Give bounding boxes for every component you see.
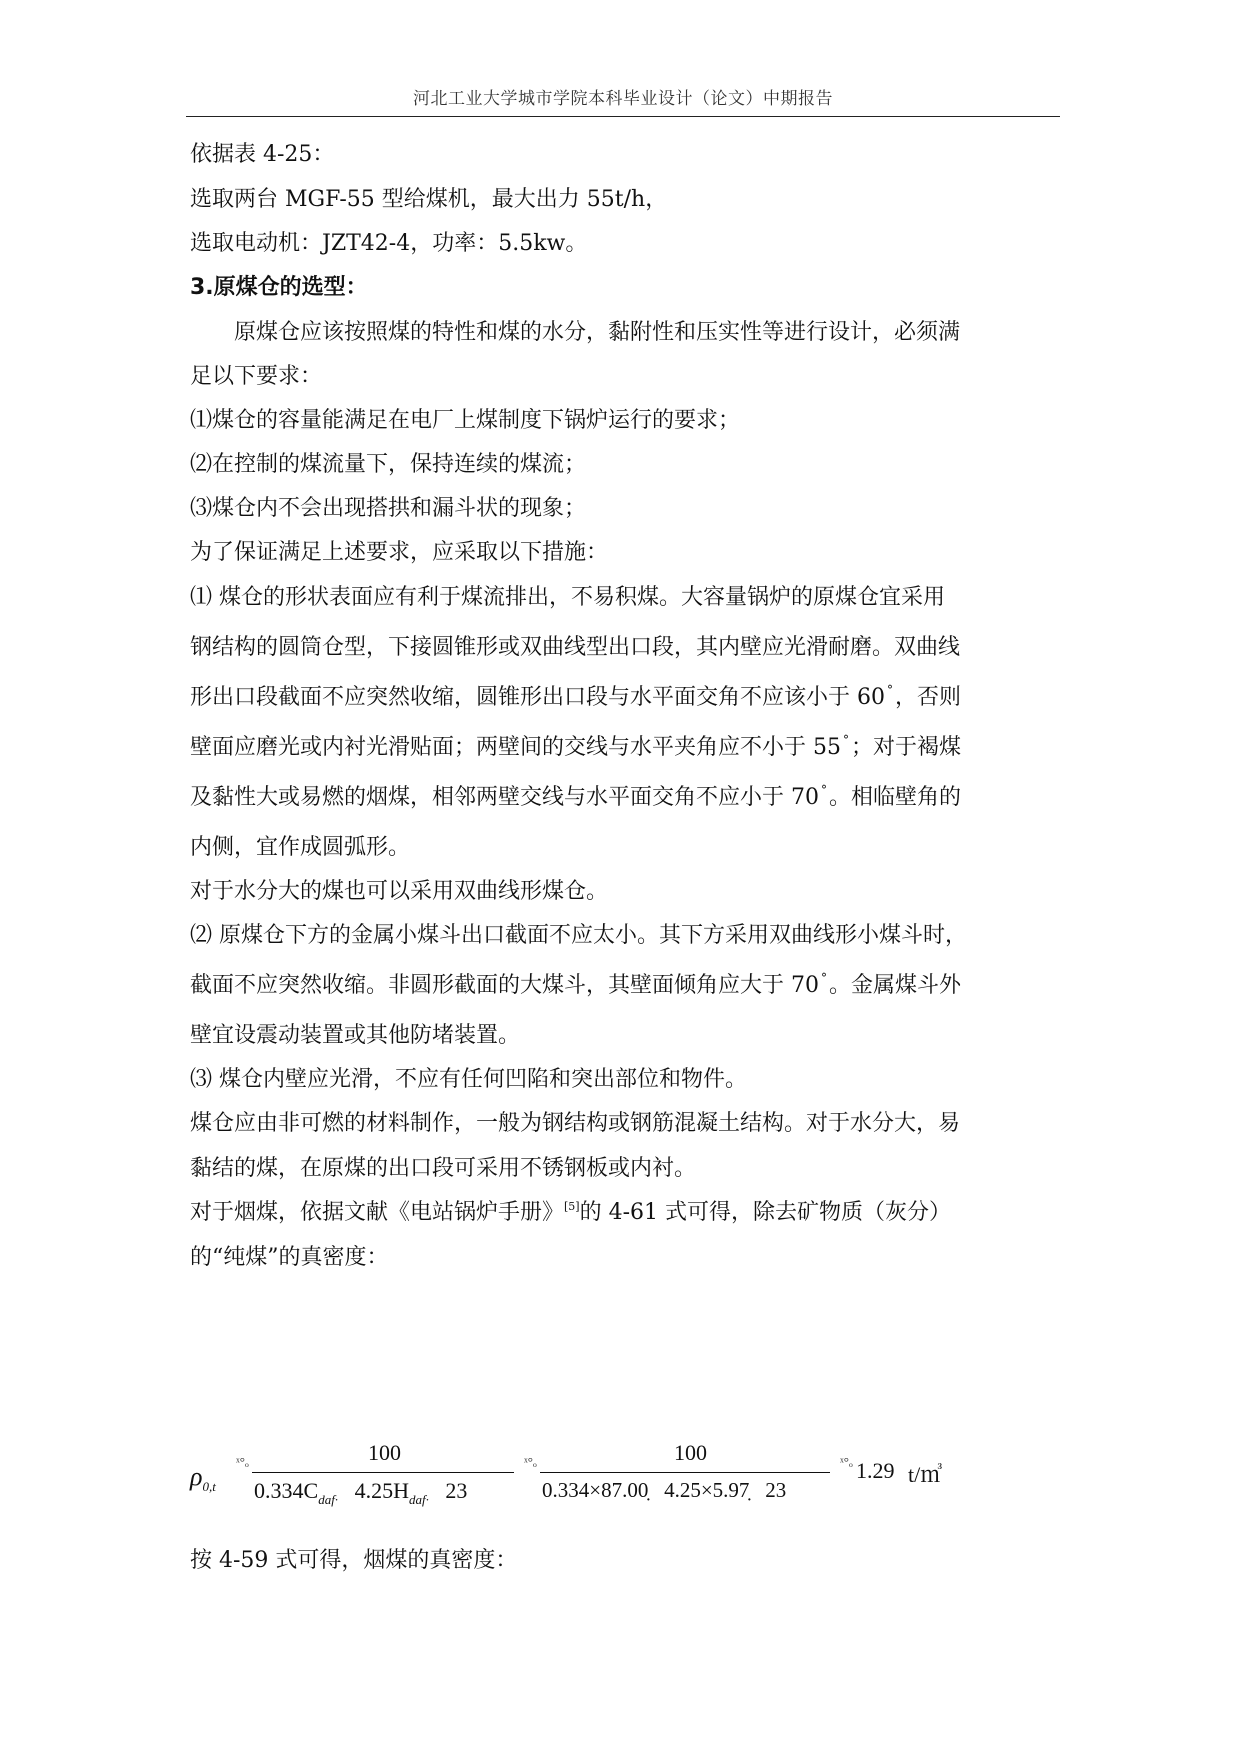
list-item: ⑴煤仓的容量能满足在电厂上煤制度下锅炉运行的要求； xyxy=(190,408,741,433)
degree-symbol: ° xyxy=(887,683,893,697)
list-item: ⑶ 煤仓内壁应光滑，不应有任何凹陷和突出部位和物件。 xyxy=(190,1067,747,1092)
formula-equals-glyph: ˣ°ₒ xyxy=(236,1454,249,1469)
text-line: 选取电动机：JZT42-4，功率：5.5kw。 xyxy=(190,231,588,256)
text-segment: 的 4-61 式可得，除去矿物质（灰分） xyxy=(579,1200,952,1225)
text-segment: 形出口段截面不应突然收缩，圆锥形出口段与水平面交角不应该小于 60 xyxy=(190,685,885,710)
text-line xyxy=(190,733,961,765)
text-segment: 。金属煤斗外 xyxy=(829,973,962,998)
text-segment: 壁面应磨光或内衬光滑贴面；两壁间的交线与水平夹角应不小于 55 xyxy=(190,735,841,760)
degree-symbol: ° xyxy=(821,971,827,985)
text-segment: 对于烟煤，依据文献《电站锅炉手册》 xyxy=(190,1200,565,1225)
formula-denominator: $0.334C_{daf\cdot}$ $4.25H_{daf\cdot}$ 23 xyxy=(254,1478,468,1507)
text-line: 对于水分大的煤也可以采用双曲线形煤仓。 xyxy=(190,879,609,904)
section-heading: 3.原煤仓的选型： xyxy=(190,275,368,300)
text-segment: 。相临壁角的 xyxy=(829,785,962,810)
list-item: ⑵ 原煤仓下方的金属小煤斗出口截面不应太小。其下方采用双曲线形小煤斗时， xyxy=(190,923,967,948)
text-segment: 及黏性大或易燃的烟煤，相邻两壁交线与水平面交角不应小于 70 xyxy=(190,785,819,810)
text-line: 原煤仓应该按照煤的特性和煤的水分，黏附性和压实性等进行设计，必须满 xyxy=(190,320,961,345)
formula-lhs: $\rho_{0,t}$ xyxy=(190,1462,216,1494)
text-line: 壁宜设震动装置或其他防堵装置。 xyxy=(190,1023,521,1048)
fraction-bar xyxy=(540,1472,830,1473)
text-line xyxy=(190,971,961,1003)
formula-equals-glyph: ˣ°ₒ xyxy=(840,1454,853,1469)
formula-numerator: 100 xyxy=(674,1440,707,1465)
degree-symbol: ° xyxy=(843,733,849,747)
text-line: 依据表 4-25： xyxy=(190,142,335,167)
density-formula xyxy=(190,1440,990,1510)
text-segment: ，否则 xyxy=(895,685,962,710)
text-line: 选取两台 MGF-55 型给煤机，最大出力 55t/h， xyxy=(190,187,668,212)
text-line: 足以下要求： xyxy=(190,364,323,389)
formula-result: 1.29 xyxy=(856,1458,895,1483)
text-line xyxy=(190,783,961,815)
text-line: 为了保证满足上述要求，应采取以下措施： xyxy=(190,540,609,565)
formula-numerator: 100 xyxy=(368,1440,401,1465)
text-line: 按 4-59 式可得，烟煤的真密度： xyxy=(190,1548,518,1573)
text-line: 煤仓应由非可燃的材料制作，一般为钢结构或钢筋混凝土结构。对于水分大，易 xyxy=(190,1111,961,1136)
citation-marker: [5] xyxy=(564,1200,580,1213)
text-line: 黏结的煤，在原煤的出口段可采用不锈钢板或内衬。 xyxy=(190,1156,697,1181)
text-segment: ；对于褐煤 xyxy=(851,735,962,760)
text-line: 的“纯煤”的真密度： xyxy=(190,1245,389,1270)
formula-equals-glyph: ˣ°ₒ xyxy=(524,1454,537,1469)
list-item: ⑵在控制的煤流量下，保持连续的煤流； xyxy=(190,452,587,477)
formula-unit: t/㎥ xyxy=(908,1462,943,1487)
text-segment: 截面不应突然收缩。非圆形截面的大煤斗，其壁面倾角应大于 70 xyxy=(190,973,819,998)
list-item: ⑶煤仓内不会出现搭拱和漏斗状的现象； xyxy=(190,496,587,521)
header-divider xyxy=(186,116,1060,117)
list-item: ⑴ 煤仓的形状表面应有利于煤流排出，不易积煤。大容量锅炉的原煤仓宜采用 xyxy=(190,585,945,610)
text-line xyxy=(190,683,961,715)
fraction-bar xyxy=(252,1472,514,1473)
text-line xyxy=(190,1198,951,1231)
degree-symbol: ° xyxy=(821,783,827,797)
text-line: 内侧，宜作成圆弧形。 xyxy=(190,835,411,860)
page-header-title: 河北工业大学城市学院本科毕业设计（论文）中期报告 xyxy=(413,89,833,109)
formula-denominator: 0.334×87.00̣ 4.25×5.97̣ 23 xyxy=(542,1478,787,1502)
text-line: 钢结构的圆筒仓型，下接圆锥形或双曲线型出口段，其内壁应光滑耐磨。双曲线 xyxy=(190,635,961,660)
